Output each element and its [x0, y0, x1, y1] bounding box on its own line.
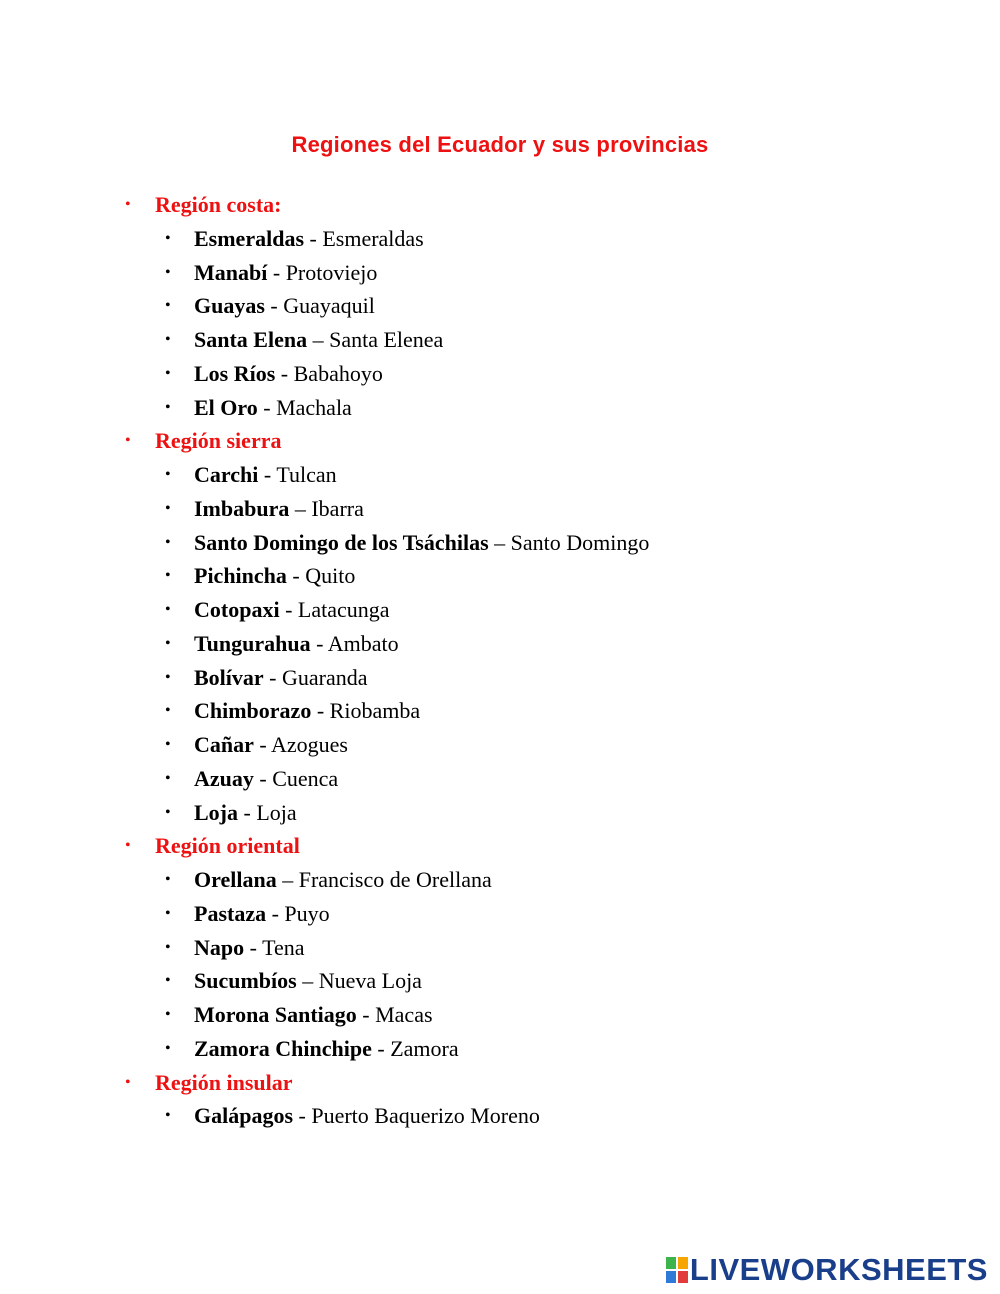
province-name: Bolívar — [194, 664, 264, 690]
liveworksheets-logo-icon — [666, 1257, 688, 1283]
bullet-icon: • — [165, 769, 171, 787]
province-name: Zamora Chinchipe — [194, 1035, 372, 1061]
separator: - — [270, 293, 278, 319]
province-item — [0, 526, 1000, 560]
separator: - — [272, 259, 281, 285]
separator: - — [285, 597, 293, 622]
capital-name: Esmeraldas — [322, 225, 424, 251]
capital-name: Quito — [305, 563, 356, 589]
province-name: Cotopaxi — [194, 597, 280, 622]
separator: - — [263, 462, 272, 487]
bullet-icon: • — [165, 297, 171, 315]
province-name: Carchi — [194, 462, 259, 487]
province-item — [0, 289, 1000, 323]
region-item — [0, 1066, 1000, 1100]
province-item — [0, 762, 1000, 796]
capital-name: Babahoyo — [293, 360, 383, 386]
region-label: Región oriental — [155, 833, 300, 859]
separator: - — [280, 360, 289, 386]
capital-name: Tulcan — [276, 462, 337, 487]
bullet-icon: • — [165, 1107, 171, 1125]
capital-name: Ambato — [327, 630, 399, 656]
province-name: Sucumbíos — [194, 968, 297, 994]
region-label: Región sierra — [155, 428, 282, 454]
province-item — [0, 694, 1000, 728]
regions-list — [0, 188, 1000, 1133]
province-item — [0, 1032, 1000, 1066]
capital-name: Tena — [262, 934, 305, 960]
bullet-icon: • — [125, 837, 131, 855]
separator: - — [316, 698, 325, 724]
province-item — [0, 728, 1000, 762]
brand-footer[interactable] — [666, 1250, 988, 1290]
separator: - — [292, 563, 300, 589]
capital-name: Guayaquil — [283, 293, 375, 319]
province-item — [0, 931, 1000, 965]
province-name: Los Ríos — [194, 360, 276, 386]
region-item — [0, 188, 1000, 222]
bullet-icon: • — [165, 904, 171, 922]
province-name: El Oro — [194, 394, 258, 420]
separator: - — [309, 225, 317, 251]
separator: – — [312, 327, 324, 352]
province-name: Pastaza — [194, 900, 267, 926]
bullet-icon: • — [165, 364, 171, 382]
bullet-icon: • — [165, 1039, 171, 1057]
capital-name: Ibarra — [311, 495, 364, 521]
province-name: Esmeraldas — [194, 225, 304, 251]
bullet-icon: • — [165, 601, 171, 618]
province-item — [0, 391, 1000, 425]
bullet-icon: • — [165, 736, 171, 753]
province-item — [0, 627, 1000, 661]
brand-name: LIVEWORKSHEETS — [689, 1252, 988, 1287]
province-item — [0, 796, 1000, 830]
separator: – — [494, 529, 506, 555]
bullet-icon: • — [125, 432, 131, 450]
province-item — [0, 593, 1000, 627]
capital-name: Zamora — [390, 1035, 459, 1061]
separator: – — [302, 968, 314, 994]
separator: – — [282, 867, 294, 892]
bullet-icon: • — [165, 634, 171, 652]
separator: - — [269, 664, 277, 690]
capital-name: Macas — [375, 1002, 433, 1027]
capital-name: Puyo — [284, 900, 330, 926]
bullet-icon: • — [165, 938, 171, 956]
bullet-icon: • — [165, 398, 171, 416]
separator: - — [298, 1103, 306, 1129]
bullet-icon: • — [165, 229, 171, 247]
separator: - — [259, 765, 267, 791]
province-name: Guayas — [194, 293, 265, 319]
bullet-icon: • — [165, 499, 171, 517]
separator: - — [259, 732, 267, 757]
capital-name: Machala — [276, 394, 352, 420]
capital-name: Francisco de Orellana — [298, 867, 492, 892]
province-name: Imbabura — [194, 495, 290, 521]
province-item — [0, 998, 1000, 1032]
capital-name: Latacunga — [297, 597, 390, 622]
province-name: Galápagos — [194, 1103, 294, 1129]
province-name: Manabí — [194, 259, 268, 285]
province-item — [0, 661, 1000, 695]
province-item — [0, 863, 1000, 897]
bullet-icon: • — [165, 567, 171, 585]
region-item — [0, 829, 1000, 863]
bullet-icon: • — [125, 1073, 131, 1091]
capital-name: Protoviejo — [285, 259, 378, 285]
province-name: Pichincha — [194, 563, 287, 589]
capital-name: Santa Elenea — [329, 327, 444, 352]
province-item — [0, 1099, 1000, 1133]
region-label: Región costa: — [155, 192, 282, 217]
separator: - — [243, 799, 251, 825]
province-name: Loja — [194, 799, 238, 825]
region-item — [0, 424, 1000, 458]
capital-name: Riobamba — [329, 698, 421, 724]
capital-name: Cuenca — [272, 765, 339, 791]
separator: - — [316, 630, 324, 656]
bullet-icon: • — [125, 196, 131, 213]
province-item — [0, 964, 1000, 998]
capital-name: Santo Domingo — [510, 529, 650, 555]
province-item — [0, 897, 1000, 931]
bullet-icon: • — [165, 331, 171, 348]
bullet-icon: • — [165, 466, 171, 483]
province-name: Tungurahua — [194, 630, 311, 656]
capital-name: Guaranda — [282, 664, 368, 690]
page-title: Regiones del Ecuador y sus provincias — [291, 131, 709, 157]
bullet-icon: • — [165, 263, 171, 281]
bullet-icon: • — [165, 1006, 171, 1023]
province-name: Azuay — [194, 765, 254, 791]
capital-name: Loja — [256, 799, 297, 825]
bullet-icon: • — [165, 803, 171, 821]
separator: - — [362, 1002, 370, 1027]
province-name: Santo Domingo de los Tsáchilas — [194, 529, 489, 555]
bullet-icon: • — [165, 871, 171, 888]
separator: – — [294, 495, 306, 521]
province-item — [0, 458, 1000, 492]
separator: - — [377, 1035, 385, 1061]
bullet-icon: • — [165, 668, 171, 686]
province-name: Morona Santiago — [194, 1002, 357, 1027]
bullet-icon: • — [165, 702, 171, 720]
capital-name: Azogues — [271, 732, 348, 757]
separator: - — [271, 900, 279, 926]
province-name: Chimborazo — [194, 698, 312, 724]
separator: - — [249, 934, 257, 960]
province-name: Cañar — [194, 732, 254, 757]
capital-name: Nueva Loja — [318, 968, 422, 994]
bullet-icon: • — [165, 533, 171, 551]
separator: - — [263, 394, 271, 420]
province-item — [0, 492, 1000, 526]
province-item — [0, 357, 1000, 391]
province-name: Napo — [194, 934, 245, 960]
province-name: Orellana — [194, 867, 277, 892]
province-item — [0, 222, 1000, 256]
capital-name: Puerto Baquerizo Moreno — [311, 1103, 540, 1129]
province-item — [0, 323, 1000, 357]
province-item — [0, 256, 1000, 290]
province-item — [0, 559, 1000, 593]
region-label: Región insular — [155, 1069, 293, 1095]
province-name: Santa Elena — [194, 327, 308, 352]
bullet-icon: • — [165, 972, 171, 990]
